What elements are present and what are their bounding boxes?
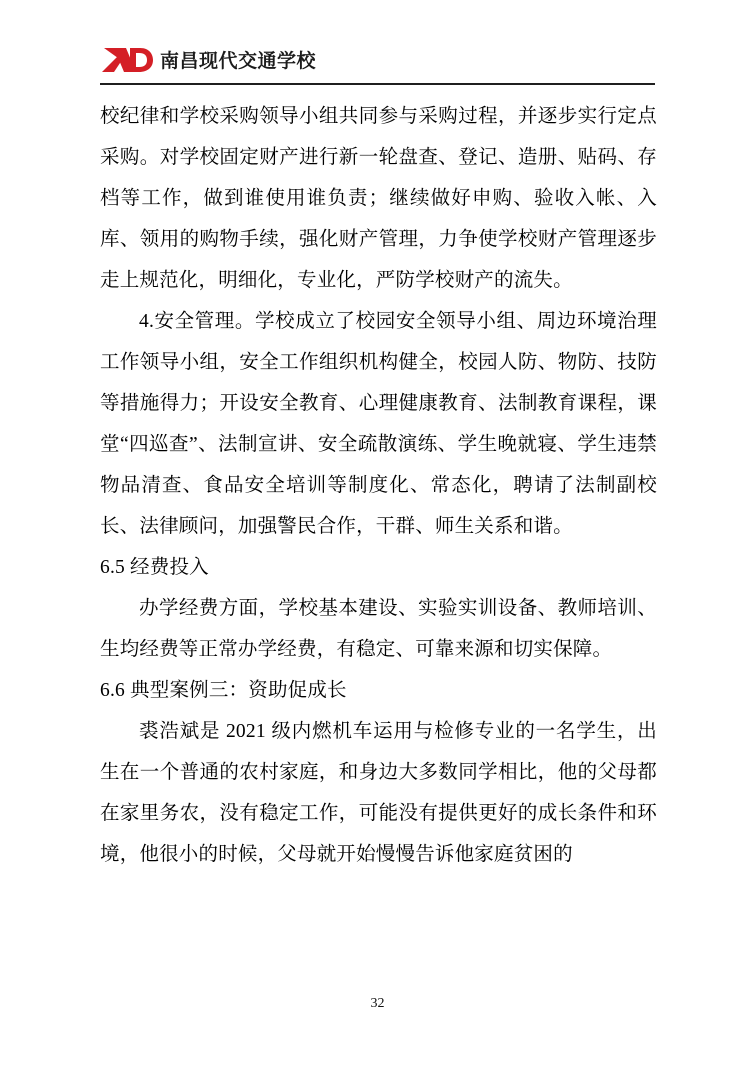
paragraph-safety-management: 4.安全管理。学校成立了校园安全领导小组、周边环境治理工作领导小组，安全工作组织机构健全，校园人防、物防、技防等措施得力；开设安全教育、心理健康教育、法制教育课程，课堂“四巡查”、法制宣讲、安全疏散演练、学生晚就寝、学生违禁物品清查、食品安全培训等制度化、常态化，聘请了法制副校长、法律顾问，加强警民合作，干群、师生关系和谐。 [100,311,657,537]
page-header [100,40,655,82]
paragraph-funding: 办学经费方面，学校基本建设、实验实训设备、教师培训、生均经费等正常办学经费，有稳定、可靠来源和切实保障。 [100,598,657,660]
school-name: 南昌现代交通学校 [160,49,317,72]
paragraph-procurement: 校纪律和学校采购领导小组共同参与采购过程，并逐步实行定点采购。对学校固定财产进行新一轮盘查、登记、造册、贴码、存档等工作，做到谁使用谁负责；继续做好申购、验收入帐、入库、领用的购物手续，强化财产管理，力争使学校财产管理逐步走上规范化，明细化，专业化，严防学校财产的流失。 [100,106,657,291]
xd-logo-icon [100,44,154,78]
document-content [100,96,657,972]
page-number: 32 [370,996,385,1011]
section-heading-6-6: 6.6 典型案例三：资助促成长 [100,680,347,701]
section-heading-6-5: 6.5 经费投入 [100,557,209,578]
header-divider [100,83,655,85]
paragraph-case-study: 裘浩斌是 2021 级内燃机车运用与检修专业的一名学生，出生在一个普通的农村家庭，和身边大多数同学相比，他的父母都在家里务农，没有稳定工作，可能没有提供更好的成长条件和环境，他很小的时候，父母就开始慢慢告诉他家庭贫困的 [100,721,657,865]
